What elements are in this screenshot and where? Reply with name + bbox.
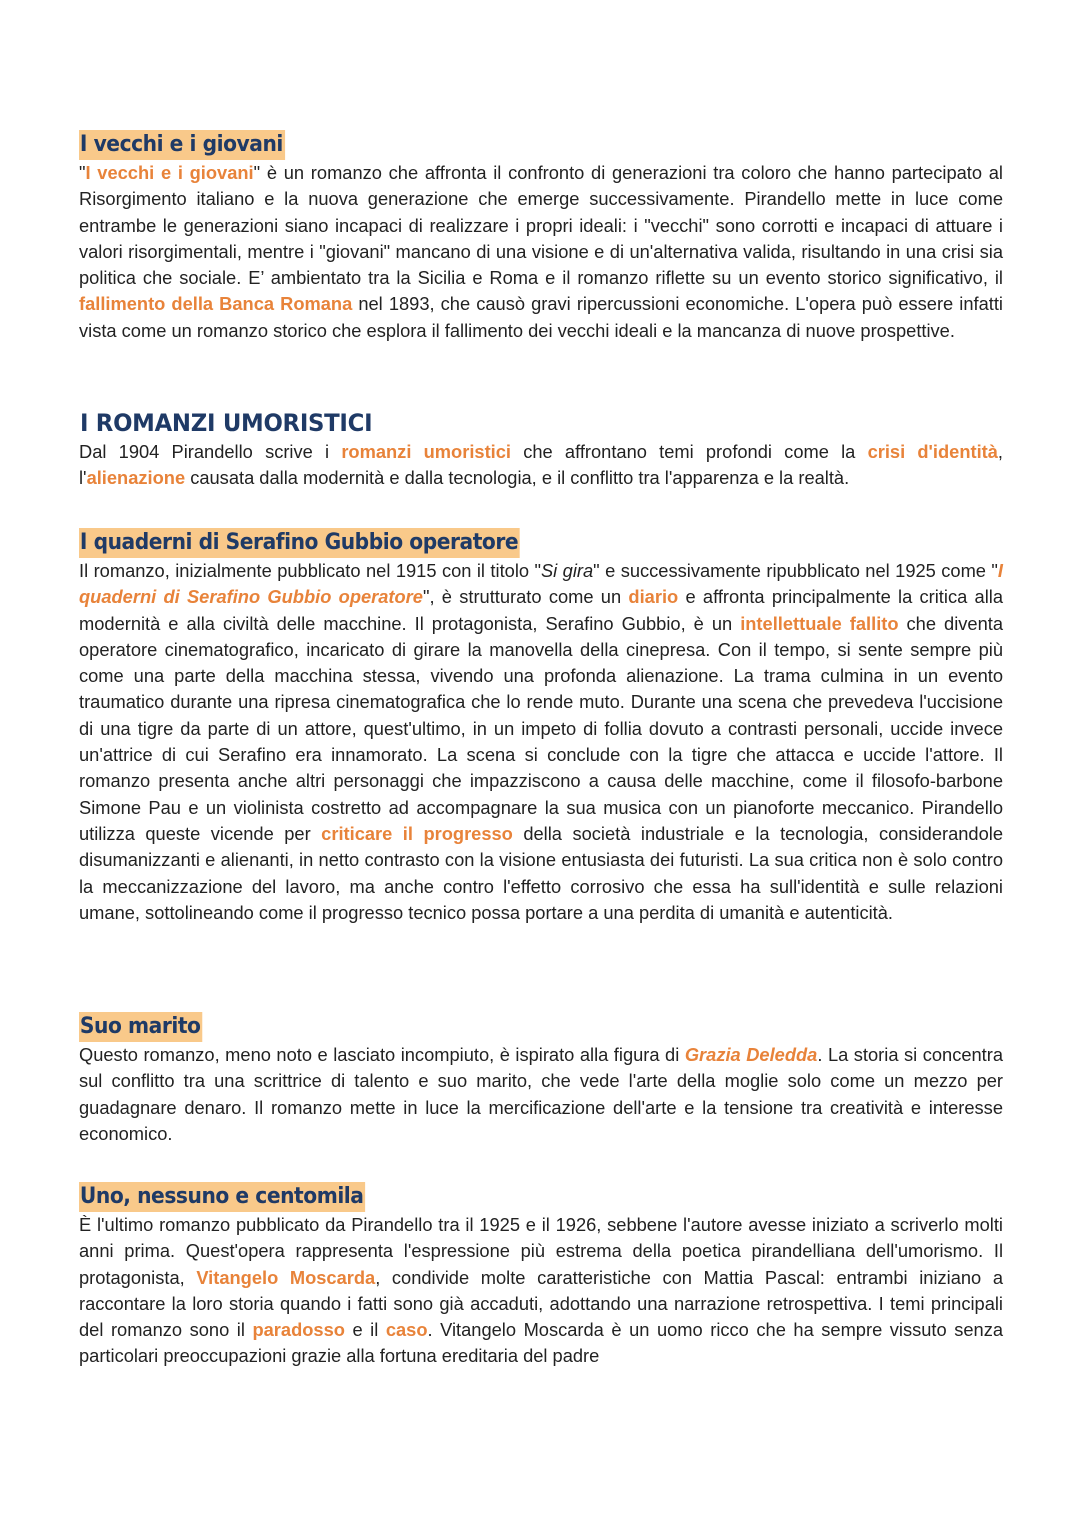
section-serafino-gubbio bbox=[79, 528, 1003, 926]
highlighted-keyword: paradosso bbox=[252, 1319, 345, 1341]
highlighted-keyword: criticare il progresso bbox=[321, 822, 513, 844]
highlighted-keyword: Vitangelo Moscarda bbox=[196, 1266, 376, 1288]
section-suo-marito bbox=[79, 1012, 1003, 1147]
body-text: , l' bbox=[79, 441, 1004, 489]
section-heading: Suo marito bbox=[79, 1012, 202, 1042]
body-text: . La storia si concentra sul conflitto tra una scrittrice di talento e suo marito, che vede l'arte della moglie solo come un mezzo per guadagnare denaro. Il romanzo mette in luce la mercificazione dell'arte e la tensione tra creatività e interesse economico. bbox=[79, 1044, 1004, 1144]
body-text: . Vitangelo Moscarda è un uomo ricco che ha sempre vissuto senza particolari preoccupazioni grazie alla fortuna ereditaria del padre bbox=[79, 1319, 1003, 1367]
body-text: e il bbox=[344, 1319, 386, 1341]
section-heading: I vecchi e i giovani bbox=[79, 130, 285, 160]
highlighted-keyword: Grazia Deledda bbox=[684, 1044, 818, 1065]
section-paragraph bbox=[79, 1042, 1003, 1147]
body-text: causata dalla modernità e dalla tecnologia, e il conflitto tra l'apparenza e la realtà. bbox=[185, 467, 850, 489]
highlighted-keyword: fallimento della Banca Romana bbox=[79, 293, 353, 315]
body-text: ", è strutturato come un bbox=[422, 586, 629, 608]
section-heading: Uno, nessuno e centomila bbox=[79, 1182, 365, 1212]
body-text: nel 1893, che causò gravi ripercussioni economiche. L'opera può essere infatti vista come un romanzo storico che esplora il fallimento dei vecchi ideali e la mancanza di nuove prospettive. bbox=[79, 293, 1003, 341]
body-text: Dal 1904 Pirandello scrive i bbox=[79, 441, 342, 462]
body-text: " bbox=[79, 162, 86, 183]
highlighted-keyword: I vecchi e i giovani bbox=[85, 162, 254, 183]
section-uno-nessuno-centomila bbox=[79, 1182, 1003, 1370]
section-paragraph bbox=[79, 558, 1003, 926]
section-vecchi-giovani bbox=[79, 130, 1003, 344]
highlighted-keyword: diario bbox=[628, 586, 679, 608]
highlighted-keyword: crisi d'identità bbox=[867, 441, 998, 462]
body-text: " è un romanzo che affronta il confronto di generazioni tra coloro che hanno partecipato al Risorgimento italiano e la nuova generazione che emerge successivamente. Pirandello mette in luce come entrambe le generazioni siano incapaci di realizzare i propri ideali: i "vecchi" sono corrotti e incapaci di attuare i valori risorgimentali, mentre i "giovani" mancano di una visione e di un'alternativa valida, risultando in una crisi sia politica che sociale. E’ ambientato tra la Sicilia e Roma e il romanzo riflette su un evento storico significativo, il bbox=[79, 162, 1003, 289]
highlighted-keyword: alienazione bbox=[86, 467, 186, 489]
highlighted-keyword: caso bbox=[385, 1319, 428, 1341]
body-text: , condivide molte caratteristiche con Mattia Pascal: entrambi iniziano a raccontare la loro storia quando i fatti sono già accaduti, adottando una narrazione retrospettiva. I temi principali del romanzo sono il bbox=[79, 1266, 1003, 1341]
body-text: Il romanzo, inizialmente pubblicato nel 1915 con il titolo " bbox=[79, 560, 541, 581]
highlighted-keyword: romanzi umoristici bbox=[341, 441, 511, 462]
highlighted-keyword: I quaderni di Serafino Gubbio operatore bbox=[79, 560, 1003, 608]
body-text: che affrontano temi profondi come la bbox=[511, 441, 868, 462]
section-heading: I quaderni di Serafino Gubbio operatore bbox=[79, 528, 520, 558]
body-text: Questo romanzo, meno noto e lasciato incompiuto, è ispirato alla figura di bbox=[79, 1044, 685, 1065]
section-paragraph bbox=[79, 160, 1003, 344]
section-paragraph bbox=[79, 1212, 1003, 1370]
body-text: " e successivamente ripubblicato nel 1925 come " bbox=[593, 560, 998, 581]
body-text: e affronta principalmente la critica alla modernità e alla civiltà delle macchine. Il protagonista, Serafino Gubbio, è un bbox=[79, 586, 1003, 634]
highlighted-keyword: intellettuale fallito bbox=[740, 612, 899, 634]
body-text: È l'ultimo romanzo pubblicato da Pirandello tra il 1925 e il 1926, sebbene l'autore avesse iniziato a scriverlo molti anni prima. Quest'opera rappresenta l'espressione più estrema della poetica pirandelliana dell'umorismo. Il protagonista, bbox=[79, 1214, 1003, 1288]
section-romanzi-umoristici bbox=[79, 408, 1003, 492]
body-text: che diventa operatore cinematografico, incaricato di girare la manovella della cinepresa. Con il tempo, si sente sempre più come una parte della macchina stessa, vivendo una profonda alienazione. La trama culmina in un evento traumatico durante una ripresa cinematografica che lo rende muto. Durante una scena che prevedeva l'uccisione di una tigre da parte di un attore, quest'ultimo, in un impeto di follia dovuto a contrasti personali, uccide invece un'attrice di cui Serafino era innamorato. La scena si conclude con la tigre che attacca e uccide l'attore. Il romanzo presenta anche altri personaggi che impazziscono a causa delle macchine, come il filosofo-barbone Simone Pau e un violinista costretto ad accompagnare la sua musica con un pianoforte meccanico. Pirandello utilizza queste vicende per bbox=[79, 612, 1003, 844]
highlighted-keyword: Si gira bbox=[540, 560, 594, 581]
section-heading: I ROMANZI UMORISTICI bbox=[79, 409, 373, 437]
section-paragraph bbox=[79, 439, 1003, 492]
body-text: della società industriale e la tecnologia, considerandole disumanizzanti e alienanti, in netto contrasto con la visione entusiasta dei futuristi. La sua critica non è solo contro la meccanizzazione del lavoro, ma anche contro l'effetto corrosivo che essa ha sull'identità e sulle relazioni umane, sottolineando come il progresso tecnico possa portare a una perdita di umanità e autenticità. bbox=[79, 822, 1003, 923]
